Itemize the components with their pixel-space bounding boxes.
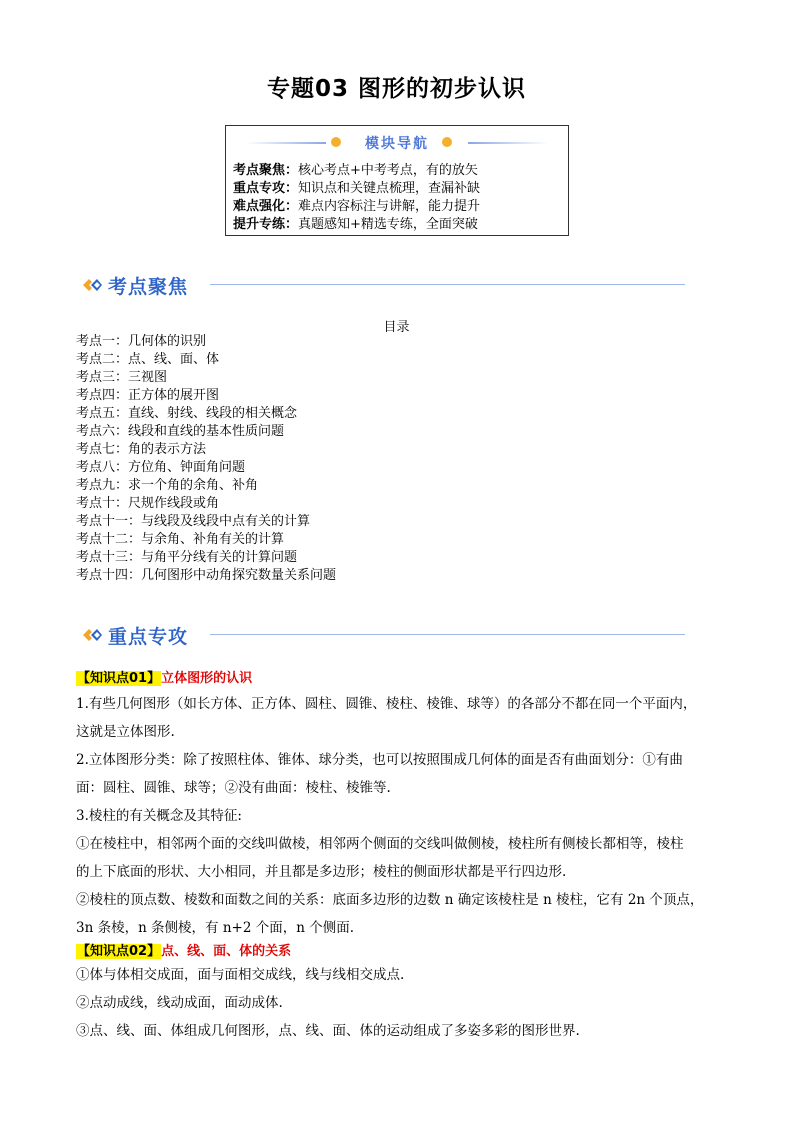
toc-item: 考点一：几何体的识别	[76, 334, 207, 349]
paragraph-line: 面：圆柱、圆锥、球等；②没有曲面：棱柱、棱锥等.	[76, 780, 391, 796]
knowledge-point-name: 立体图形的认识	[161, 671, 253, 686]
toc-item: 考点四：正方体的展开图	[76, 388, 220, 403]
toc-title: 目录	[383, 320, 410, 335]
nav-row-label: 重点专攻：	[233, 181, 299, 196]
toc-item: 考点三：三视图	[76, 370, 168, 385]
toc-item: 考点九：求一个角的余角、补角	[76, 478, 259, 493]
nav-row	[233, 162, 480, 180]
toc-item: 考点七：角的表示方法	[76, 442, 207, 457]
double-chevron-icon	[80, 273, 104, 297]
paragraph-line: 3n 条棱，n 条侧棱，有 n+2 个面，n 个侧面.	[76, 920, 355, 936]
nav-row-text: 核心考点+中考考点，有的放矢	[298, 163, 478, 178]
section-divider	[210, 284, 685, 285]
knowledge-point-name: 点、线、面、体的关系	[161, 944, 292, 959]
paragraph-line: 这就是立体图形.	[76, 724, 175, 740]
nav-row-label: 考点聚焦：	[233, 163, 299, 178]
knowledge-point-1-body	[76, 690, 716, 942]
nav-row-text: 难点内容标注与讲解，能力提升	[298, 199, 481, 214]
nav-row-label: 难点强化：	[233, 199, 299, 214]
toc-item: 考点六：线段和直线的基本性质问题	[76, 424, 285, 439]
paragraph-line: 的上下底面的形状、大小相同，并且都是多边形；棱柱的侧面形状都是平行四边形.	[76, 864, 567, 880]
nav-row-text: 知识点和关键点梳理，查漏补缺	[298, 181, 481, 196]
nav-row-text: 真题感知+精选专练，全面突破	[298, 217, 478, 232]
paragraph-line: 2.立体图形分类：除了按照柱体、锥体、球分类，也可以按照围成几何体的面是否有曲面划分：①有曲	[76, 752, 683, 768]
nav-divider-right	[468, 142, 548, 144]
section-title: 重点专攻	[108, 626, 189, 648]
nav-heading: 模块导航	[365, 136, 429, 152]
nav-row-label: 提升专练：	[233, 217, 299, 232]
knowledge-point-2-body	[76, 961, 716, 1045]
paragraph-line: ①体与体相交成面，面与面相交成线，线与线相交成点.	[76, 967, 405, 983]
nav-row	[233, 180, 480, 198]
table-of-contents	[76, 333, 336, 585]
paragraph-line: 1.有些几何图形（如长方体、正方体、圆柱、圆锥、棱柱、棱锥、球等）的各部分不都在同一个平面内，	[76, 696, 697, 712]
toc-item: 考点五：直线、射线、线段的相关概念	[76, 406, 298, 421]
toc-item: 考点十一：与线段及线段中点有关的计算	[76, 514, 311, 529]
nav-row	[233, 216, 480, 234]
knowledge-point-tag: 【知识点02】	[77, 944, 161, 959]
section-divider	[210, 634, 685, 635]
paragraph-line: ③点、线、面、体组成几何图形，点、线、面、体的运动组成了多姿多彩的图形世界.	[76, 1023, 580, 1039]
section-header-focus	[80, 270, 685, 300]
toc-item: 考点十二：与余角、补角有关的计算	[76, 532, 285, 547]
paragraph-line: 3.棱柱的有关概念及其特征:	[76, 808, 242, 824]
double-chevron-icon	[80, 623, 104, 647]
knowledge-point-heading	[76, 667, 716, 686]
toc-item: 考点十四：几何图形中动角探究数量关系问题	[76, 568, 337, 583]
nav-row	[233, 198, 480, 216]
dot-icon	[442, 137, 452, 147]
section-header-key-points	[80, 620, 685, 650]
paragraph-line: ②点动成线，线动成面，面动成体.	[76, 995, 283, 1011]
section-title: 考点聚焦	[108, 276, 189, 298]
toc-item: 考点十：尺规作线段或角	[76, 496, 220, 511]
knowledge-point-tag: 【知识点01】	[77, 671, 161, 686]
toc-item: 考点二：点、线、面、体	[76, 352, 220, 367]
toc-item: 考点八：方位角、钟面角问题	[76, 460, 246, 475]
paragraph-line: ②棱柱的顶点数、棱数和面数之间的关系：底面多边形的边数 n 确定该棱柱是 n 棱柱，它有 2n 个顶点，	[76, 892, 704, 908]
paragraph-line: ①在棱柱中，相邻两个面的交线叫做棱，相邻两个侧面的交线叫做侧棱，棱柱所有侧棱长都相等，棱柱	[76, 836, 684, 852]
knowledge-point-2	[76, 940, 716, 959]
nav-heading-bar	[226, 132, 568, 154]
module-navigation-box	[225, 125, 569, 236]
knowledge-point-heading	[76, 940, 716, 959]
knowledge-point-1	[76, 667, 716, 686]
page-title: 专题03 图形的初步认识	[266, 76, 526, 102]
nav-list	[233, 162, 480, 234]
toc-item: 考点十三：与角平分线有关的计算问题	[76, 550, 298, 565]
